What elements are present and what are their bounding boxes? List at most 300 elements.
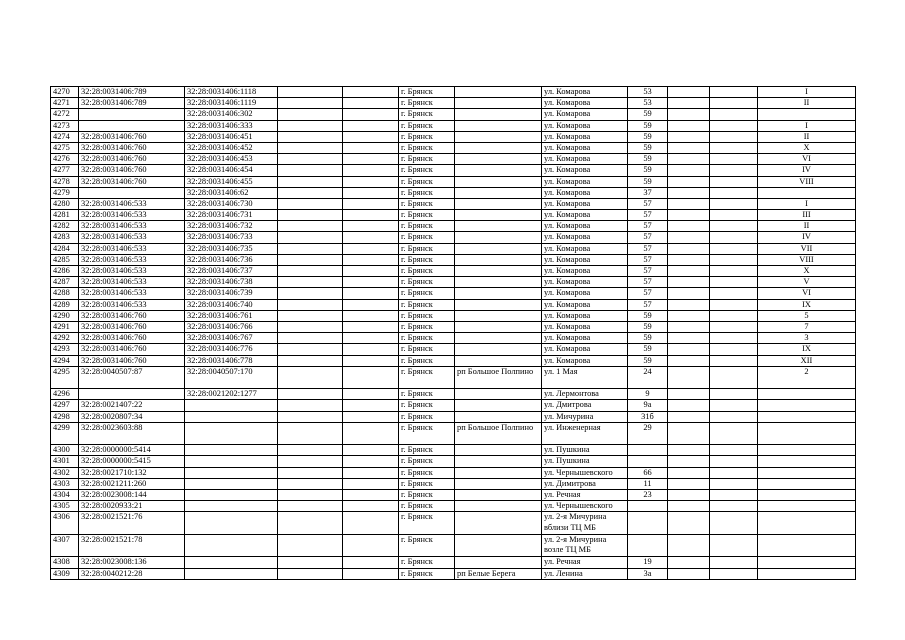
empty-cell <box>710 512 758 535</box>
cadastral-number-object <box>185 512 278 535</box>
premises-number-cell: IV <box>758 232 856 243</box>
cadastral-number-parcel: 32:28:0031406:533 <box>79 221 185 232</box>
empty-cell <box>668 333 710 344</box>
cadastral-number-parcel: 32:28:0031406:533 <box>79 288 185 299</box>
city-cell: г. Брянск <box>399 512 455 535</box>
row-number: 4277 <box>51 165 79 176</box>
empty-cell <box>343 131 399 142</box>
district-cell: рп Большое Полпино <box>455 366 542 389</box>
cadastral-number-object: 32:28:0031406:733 <box>185 232 278 243</box>
empty-cell <box>343 445 399 456</box>
empty-cell <box>278 389 343 400</box>
cadastral-number-parcel: 32:28:0023603:88 <box>79 422 185 445</box>
empty-cell <box>278 445 343 456</box>
cadastral-number-object: 32:28:0031406:737 <box>185 266 278 277</box>
street-cell: ул. Комарова <box>542 254 628 265</box>
city-cell: г. Брянск <box>399 288 455 299</box>
table-row <box>51 165 856 176</box>
cadastral-number-object: 32:28:0031406:451 <box>185 131 278 142</box>
city-cell: г. Брянск <box>399 467 455 478</box>
house-number-cell: 57 <box>628 221 668 232</box>
empty-cell <box>710 277 758 288</box>
house-number-cell <box>628 456 668 467</box>
row-number: 4289 <box>51 299 79 310</box>
district-cell <box>455 154 542 165</box>
empty-cell <box>278 534 343 557</box>
table-row <box>51 243 856 254</box>
table-row <box>51 131 856 142</box>
premises-number-cell <box>758 411 856 422</box>
cadastral-number-parcel: 32:28:0031406:533 <box>79 243 185 254</box>
premises-number-cell: VI <box>758 288 856 299</box>
premises-number-cell <box>758 512 856 535</box>
cadastral-number-object: 32:28:0031406:1118 <box>185 87 278 98</box>
premises-number-cell: III <box>758 210 856 221</box>
cadastral-number-parcel: 32:28:0021211:260 <box>79 478 185 489</box>
table-row <box>51 221 856 232</box>
district-cell <box>455 321 542 332</box>
city-cell: г. Брянск <box>399 165 455 176</box>
district-cell <box>455 266 542 277</box>
empty-cell <box>278 512 343 535</box>
city-cell: г. Брянск <box>399 87 455 98</box>
city-cell: г. Брянск <box>399 154 455 165</box>
district-cell <box>455 344 542 355</box>
empty-cell <box>668 445 710 456</box>
street-cell: ул. 2-я Мичурина вблизи ТЦ МБ <box>542 512 628 535</box>
table-row <box>51 490 856 501</box>
row-number: 4293 <box>51 344 79 355</box>
city-cell: г. Брянск <box>399 131 455 142</box>
district-cell <box>455 501 542 512</box>
row-number: 4306 <box>51 512 79 535</box>
registry-rows <box>51 87 856 580</box>
empty-cell <box>668 266 710 277</box>
street-cell: ул. Комарова <box>542 221 628 232</box>
premises-number-cell: 5 <box>758 310 856 321</box>
cadastral-number-parcel: 32:28:0031406:533 <box>79 232 185 243</box>
empty-cell <box>668 534 710 557</box>
house-number-cell: 59 <box>628 333 668 344</box>
cadastral-number-object: 32:28:0031406:735 <box>185 243 278 254</box>
city-cell: г. Брянск <box>399 355 455 366</box>
cadastral-number-object: 32:28:0031406:778 <box>185 355 278 366</box>
street-cell: ул. Комарова <box>542 333 628 344</box>
empty-cell <box>343 400 399 411</box>
row-number: 4297 <box>51 400 79 411</box>
empty-cell <box>710 288 758 299</box>
cadastral-number-object <box>185 445 278 456</box>
empty-cell <box>343 299 399 310</box>
house-number-cell: 59 <box>628 344 668 355</box>
table-row <box>51 389 856 400</box>
cadastral-number-parcel: 32:28:0040212:28 <box>79 568 185 579</box>
house-number-cell: 9 <box>628 389 668 400</box>
city-cell: г. Брянск <box>399 176 455 187</box>
empty-cell <box>343 344 399 355</box>
empty-cell <box>710 490 758 501</box>
empty-cell <box>710 422 758 445</box>
empty-cell <box>668 120 710 131</box>
empty-cell <box>278 366 343 389</box>
city-cell: г. Брянск <box>399 534 455 557</box>
cadastral-number-object: 32:28:0031406:739 <box>185 288 278 299</box>
empty-cell <box>343 254 399 265</box>
row-number: 4282 <box>51 221 79 232</box>
cadastral-number-object <box>185 400 278 411</box>
empty-cell <box>278 176 343 187</box>
house-number-cell: 57 <box>628 210 668 221</box>
empty-cell <box>710 187 758 198</box>
empty-cell <box>278 299 343 310</box>
empty-cell <box>343 557 399 568</box>
empty-cell <box>710 232 758 243</box>
row-number: 4276 <box>51 154 79 165</box>
cadastral-number-parcel <box>79 187 185 198</box>
table-row <box>51 266 856 277</box>
district-cell <box>455 478 542 489</box>
premises-number-cell: 7 <box>758 321 856 332</box>
empty-cell <box>668 411 710 422</box>
city-cell: г. Брянск <box>399 221 455 232</box>
premises-number-cell: I <box>758 198 856 209</box>
house-number-cell: 29 <box>628 422 668 445</box>
table-row <box>51 154 856 165</box>
empty-cell <box>343 568 399 579</box>
empty-cell <box>668 490 710 501</box>
house-number-cell: 57 <box>628 198 668 209</box>
district-cell <box>455 411 542 422</box>
premises-number-cell: 3 <box>758 333 856 344</box>
cadastral-number-parcel: 32:28:0031406:533 <box>79 210 185 221</box>
empty-cell <box>668 299 710 310</box>
empty-cell <box>710 120 758 131</box>
cadastral-number-object: 32:28:0031406:453 <box>185 154 278 165</box>
table-row <box>51 176 856 187</box>
table-row <box>51 422 856 445</box>
cadastral-number-parcel: 32:28:0020807:34 <box>79 411 185 422</box>
premises-number-cell: IV <box>758 165 856 176</box>
cadastral-number-object: 32:28:0031406:452 <box>185 142 278 153</box>
district-cell <box>455 210 542 221</box>
cadastral-number-object: 32:28:0031406:740 <box>185 299 278 310</box>
cadastral-number-object: 32:28:0031406:1119 <box>185 98 278 109</box>
empty-cell <box>278 232 343 243</box>
house-number-cell: 24 <box>628 366 668 389</box>
row-number: 4280 <box>51 198 79 209</box>
cadastral-number-parcel <box>79 109 185 120</box>
district-cell <box>455 142 542 153</box>
city-cell: г. Брянск <box>399 333 455 344</box>
house-number-cell: 59 <box>628 120 668 131</box>
empty-cell <box>668 221 710 232</box>
empty-cell <box>343 490 399 501</box>
table-row <box>51 142 856 153</box>
city-cell: г. Брянск <box>399 210 455 221</box>
table-row <box>51 557 856 568</box>
premises-number-cell: XII <box>758 355 856 366</box>
city-cell: г. Брянск <box>399 277 455 288</box>
premises-number-cell: I <box>758 120 856 131</box>
cadastral-number-parcel <box>79 120 185 131</box>
table-row <box>51 87 856 98</box>
empty-cell <box>710 366 758 389</box>
row-number: 4275 <box>51 142 79 153</box>
empty-cell <box>668 243 710 254</box>
empty-cell <box>343 210 399 221</box>
house-number-cell: 59 <box>628 154 668 165</box>
house-number-cell: 57 <box>628 288 668 299</box>
street-cell: ул. Комарова <box>542 98 628 109</box>
empty-cell <box>668 254 710 265</box>
street-cell: ул. Комарова <box>542 344 628 355</box>
empty-cell <box>710 221 758 232</box>
row-number: 4279 <box>51 187 79 198</box>
empty-cell <box>343 109 399 120</box>
house-number-cell: 59 <box>628 355 668 366</box>
district-cell <box>455 490 542 501</box>
empty-cell <box>668 310 710 321</box>
cadastral-number-parcel: 32:28:0031406:533 <box>79 277 185 288</box>
cadastral-number-object <box>185 557 278 568</box>
house-number-cell: 53 <box>628 87 668 98</box>
cadastral-number-object: 32:28:0031406:62 <box>185 187 278 198</box>
house-number-cell <box>628 534 668 557</box>
row-number: 4309 <box>51 568 79 579</box>
street-cell: ул. Речная <box>542 490 628 501</box>
city-cell: г. Брянск <box>399 321 455 332</box>
row-number: 4308 <box>51 557 79 568</box>
house-number-cell <box>628 501 668 512</box>
city-cell: г. Брянск <box>399 411 455 422</box>
table-row <box>51 411 856 422</box>
house-number-cell: 31б <box>628 411 668 422</box>
empty-cell <box>710 131 758 142</box>
street-cell: ул. Комарова <box>542 310 628 321</box>
empty-cell <box>343 142 399 153</box>
empty-cell <box>278 478 343 489</box>
house-number-cell: 57 <box>628 243 668 254</box>
empty-cell <box>710 478 758 489</box>
city-cell: г. Брянск <box>399 310 455 321</box>
cadastral-number-parcel: 32:28:0031406:760 <box>79 310 185 321</box>
cadastral-number-object: 32:28:0031406:766 <box>185 321 278 332</box>
cadastral-number-parcel: 32:28:0021407:22 <box>79 400 185 411</box>
empty-cell <box>278 501 343 512</box>
table-row <box>51 299 856 310</box>
street-cell: ул. Инженерная <box>542 422 628 445</box>
premises-number-cell: VI <box>758 154 856 165</box>
cadastral-number-parcel: 32:28:0040507:87 <box>79 366 185 389</box>
empty-cell <box>278 131 343 142</box>
row-number: 4287 <box>51 277 79 288</box>
empty-cell <box>278 165 343 176</box>
empty-cell <box>278 490 343 501</box>
empty-cell <box>668 154 710 165</box>
street-cell: ул. Лермонтова <box>542 389 628 400</box>
empty-cell <box>668 232 710 243</box>
table-row <box>51 501 856 512</box>
premises-number-cell: IX <box>758 299 856 310</box>
table-row <box>51 288 856 299</box>
empty-cell <box>668 344 710 355</box>
cadastral-number-object <box>185 501 278 512</box>
city-cell: г. Брянск <box>399 299 455 310</box>
street-cell: ул. Комарова <box>542 109 628 120</box>
house-number-cell: 57 <box>628 232 668 243</box>
district-cell <box>455 232 542 243</box>
row-number: 4305 <box>51 501 79 512</box>
premises-number-cell: X <box>758 266 856 277</box>
street-cell: ул. Димитрова <box>542 478 628 489</box>
house-number-cell: 59 <box>628 142 668 153</box>
cadastral-number-object: 32:28:0031406:455 <box>185 176 278 187</box>
district-cell <box>455 512 542 535</box>
house-number-cell: 59 <box>628 165 668 176</box>
table-row <box>51 109 856 120</box>
empty-cell <box>668 187 710 198</box>
house-number-cell: 57 <box>628 254 668 265</box>
cadastral-number-object: 32:28:0031406:738 <box>185 277 278 288</box>
table-row <box>51 534 856 557</box>
row-number: 4290 <box>51 310 79 321</box>
table-row <box>51 467 856 478</box>
house-number-cell: 59 <box>628 109 668 120</box>
empty-cell <box>710 411 758 422</box>
empty-cell <box>343 154 399 165</box>
empty-cell <box>710 210 758 221</box>
empty-cell <box>710 87 758 98</box>
premises-number-cell <box>758 557 856 568</box>
empty-cell <box>668 109 710 120</box>
empty-cell <box>343 355 399 366</box>
table-row <box>51 277 856 288</box>
street-cell: ул. Комарова <box>542 210 628 221</box>
empty-cell <box>343 165 399 176</box>
city-cell: г. Брянск <box>399 422 455 445</box>
empty-cell <box>278 456 343 467</box>
empty-cell <box>343 333 399 344</box>
empty-cell <box>710 266 758 277</box>
city-cell: г. Брянск <box>399 266 455 277</box>
row-number: 4296 <box>51 389 79 400</box>
empty-cell <box>710 557 758 568</box>
cadastral-number-parcel: 32:28:0031406:760 <box>79 355 185 366</box>
empty-cell <box>710 534 758 557</box>
empty-cell <box>710 142 758 153</box>
cadastral-number-object: 32:28:0031406:776 <box>185 344 278 355</box>
empty-cell <box>343 456 399 467</box>
row-number: 4298 <box>51 411 79 422</box>
house-number-cell: 66 <box>628 467 668 478</box>
district-cell <box>455 389 542 400</box>
cadastral-number-object: 32:28:0031406:333 <box>185 120 278 131</box>
cadastral-number-parcel: 32:28:0031406:760 <box>79 154 185 165</box>
street-cell: ул. Комарова <box>542 355 628 366</box>
district-cell <box>455 131 542 142</box>
table-row <box>51 321 856 332</box>
street-cell: ул. Комарова <box>542 87 628 98</box>
empty-cell <box>278 254 343 265</box>
district-cell <box>455 288 542 299</box>
cadastral-number-object: 32:28:0021202:1277 <box>185 389 278 400</box>
empty-cell <box>278 557 343 568</box>
premises-number-cell: VIII <box>758 254 856 265</box>
empty-cell <box>278 243 343 254</box>
house-number-cell: 19 <box>628 557 668 568</box>
house-number-cell: 3а <box>628 568 668 579</box>
empty-cell <box>278 321 343 332</box>
district-cell <box>455 456 542 467</box>
row-number: 4284 <box>51 243 79 254</box>
street-cell: ул. Комарова <box>542 142 628 153</box>
table-row <box>51 310 856 321</box>
cadastral-number-object: 32:28:0040507:170 <box>185 366 278 389</box>
district-cell <box>455 120 542 131</box>
empty-cell <box>278 266 343 277</box>
empty-cell <box>278 467 343 478</box>
row-number: 4270 <box>51 87 79 98</box>
empty-cell <box>278 568 343 579</box>
city-cell: г. Брянск <box>399 254 455 265</box>
empty-cell <box>343 534 399 557</box>
house-number-cell <box>628 512 668 535</box>
empty-cell <box>278 109 343 120</box>
cadastral-number-object: 32:28:0031406:730 <box>185 198 278 209</box>
empty-cell <box>668 501 710 512</box>
row-number: 4285 <box>51 254 79 265</box>
empty-cell <box>343 266 399 277</box>
cadastral-number-object: 32:28:0031406:767 <box>185 333 278 344</box>
empty-cell <box>278 333 343 344</box>
empty-cell <box>343 98 399 109</box>
house-number-cell: 11 <box>628 478 668 489</box>
premises-number-cell <box>758 400 856 411</box>
empty-cell <box>668 467 710 478</box>
empty-cell <box>710 176 758 187</box>
empty-cell <box>668 422 710 445</box>
district-cell <box>455 400 542 411</box>
empty-cell <box>668 389 710 400</box>
cadastral-number-parcel: 32:28:0000000:5414 <box>79 445 185 456</box>
premises-number-cell: II <box>758 221 856 232</box>
table-row <box>51 344 856 355</box>
table-row <box>51 355 856 366</box>
table-row <box>51 254 856 265</box>
empty-cell <box>668 87 710 98</box>
cadastral-number-parcel: 32:28:0031406:789 <box>79 87 185 98</box>
premises-number-cell <box>758 187 856 198</box>
row-number: 4295 <box>51 366 79 389</box>
street-cell: ул. Дмитрова <box>542 400 628 411</box>
cadastral-number-parcel: 32:28:0031406:533 <box>79 266 185 277</box>
empty-cell <box>278 120 343 131</box>
row-number: 4283 <box>51 232 79 243</box>
premises-number-cell: I <box>758 87 856 98</box>
empty-cell <box>710 98 758 109</box>
empty-cell <box>668 210 710 221</box>
cadastral-number-parcel: 32:28:0031406:760 <box>79 344 185 355</box>
empty-cell <box>278 221 343 232</box>
premises-number-cell: 2 <box>758 366 856 389</box>
premises-number-cell: V <box>758 277 856 288</box>
empty-cell <box>278 210 343 221</box>
empty-cell <box>710 467 758 478</box>
empty-cell <box>710 456 758 467</box>
empty-cell <box>278 198 343 209</box>
table-row <box>51 445 856 456</box>
empty-cell <box>668 557 710 568</box>
